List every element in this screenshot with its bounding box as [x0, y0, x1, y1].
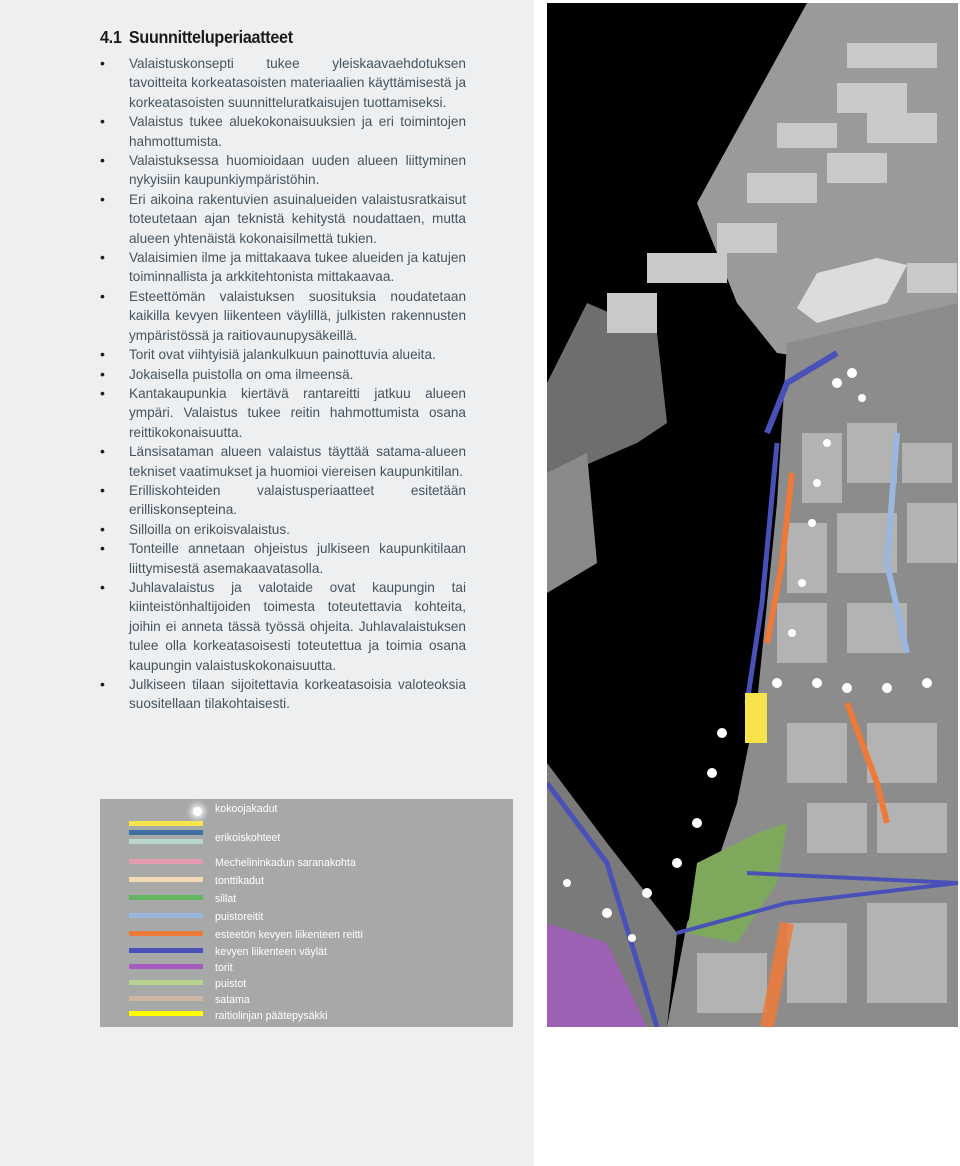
bullet-item: • Valaistuksessa huomioidaan uuden alueen liittyminen nykyisiin kaupunkiympäristöhin. — [100, 151, 466, 190]
legend-swatch — [129, 948, 203, 953]
legend-swatch — [129, 996, 203, 1001]
bullet-item: • Esteettömän valaistuksen suosituksia noudatetaan kaikilla kevyen liikenteen väylillä, julkisten rakennusten ympäristössä ja raitiovaunupysäkeillä. — [100, 287, 466, 345]
streetlight-dot-symbol — [193, 807, 202, 816]
legend-label: esteetön kevyen liikenteen reitti — [215, 929, 363, 941]
map-legend — [100, 799, 513, 1027]
legend-label: erikoiskohteet — [215, 832, 281, 844]
bullet-item: • Jokaisella puistolla on oma ilmeensä. — [100, 365, 466, 384]
legend-swatch — [129, 931, 203, 936]
aerial-lighting-plan-map — [547, 3, 958, 1027]
section-heading: Suunnitteluperiaatteet — [128, 27, 293, 47]
legend-swatch — [129, 895, 203, 900]
legend-label: kokoojakadut — [215, 803, 278, 815]
legend-label: tonttikadut — [215, 875, 264, 887]
legend-swatch — [129, 821, 203, 826]
legend-label: kevyen liikenteen väylät — [215, 946, 327, 958]
legend-swatch — [129, 830, 203, 835]
legend-label: torit — [215, 962, 233, 974]
legend-label: sillat — [215, 893, 237, 905]
legend-swatch — [129, 964, 203, 969]
bullet-item: • Valaistuskonsepti tukee yleiskaavaehdotuksen tavoitteita korkeatasoisten materiaalien käyttämisestä ja korkeatasoisten suunnitteluratkaisujen tuottamiseksi. — [100, 54, 466, 112]
legend-label: satama — [215, 994, 250, 1006]
legend-label: raitiolinjan päätepysäkki — [215, 1010, 328, 1022]
section-number: 4.1 — [100, 27, 122, 47]
bullet-item: • Valaisimien ilme ja mittakaava tukee alueiden ja katujen toiminnallista ja arkkitehtonista mittakaavaa. — [100, 248, 466, 287]
bullet-item: • Juhlavalaistus ja valotaide ovat kaupungin tai kiinteistönhaltijoiden toimesta toteutettavia kohteita, joihin ei anneta tässä työssä ohjeita. Juhlavalaistuksen tulee olla korkeatasoisesti toteutettua ja toimia osana kaupungin valaistuskokonaisuutta. — [100, 578, 466, 675]
design-principles-list — [100, 54, 466, 714]
legend-swatch — [129, 980, 203, 985]
legend-swatch — [129, 1011, 203, 1016]
legend-swatch — [129, 859, 203, 864]
bullet-item: • Valaistus tukee aluekokonaisuuksien ja eri toimintojen hahmottumista. — [100, 112, 466, 151]
bullet-item: • Julkiseen tilaan sijoitettavia korkeatasoisia valoteoksia suositellaan tilakohtaisesti. — [100, 675, 466, 714]
bullet-item: • Eri aikoina rakentuvien asuinalueiden valaistusratkaisut toteutetaan ajan teknistä kehitystä noudattaen, mutta alueen yhtenäistä kokonaisilmettä tukien. — [100, 190, 466, 248]
bullet-item: • Kantakaupunkia kiertävä rantareitti jatkuu alueen ympäri. Valaistus tukee reitin hahmottumista osana reittikokonaisuutta. — [100, 384, 466, 442]
bullet-item: • Silloilla on erikoisvalaistus. — [100, 520, 466, 539]
section-title — [100, 27, 293, 48]
legend-label: puistot — [215, 978, 247, 990]
bullet-item: • Länsisataman alueen valaistus täyttää satama-alueen tekniset vaatimukset ja huomioi viereisen kaupunkitilan. — [100, 442, 466, 481]
bullet-item: • Tonteille annetaan ohjeistus julkiseen kaupunkitilaan liittymisestä asemakaavatasolla. — [100, 539, 466, 578]
legend-swatch — [129, 839, 203, 844]
legend-swatch — [129, 913, 203, 918]
legend-label: puistoreitit — [215, 911, 264, 923]
bullet-item: • Torit ovat viihtyisiä jalankulkuun painottuvia alueita. — [100, 345, 466, 364]
legend-label: Mechelininkadun saranakohta — [215, 857, 356, 869]
bullet-item: • Erilliskohteiden valaistusperiaatteet esitetään erilliskonsepteina. — [100, 481, 466, 520]
legend-swatch — [129, 877, 203, 882]
